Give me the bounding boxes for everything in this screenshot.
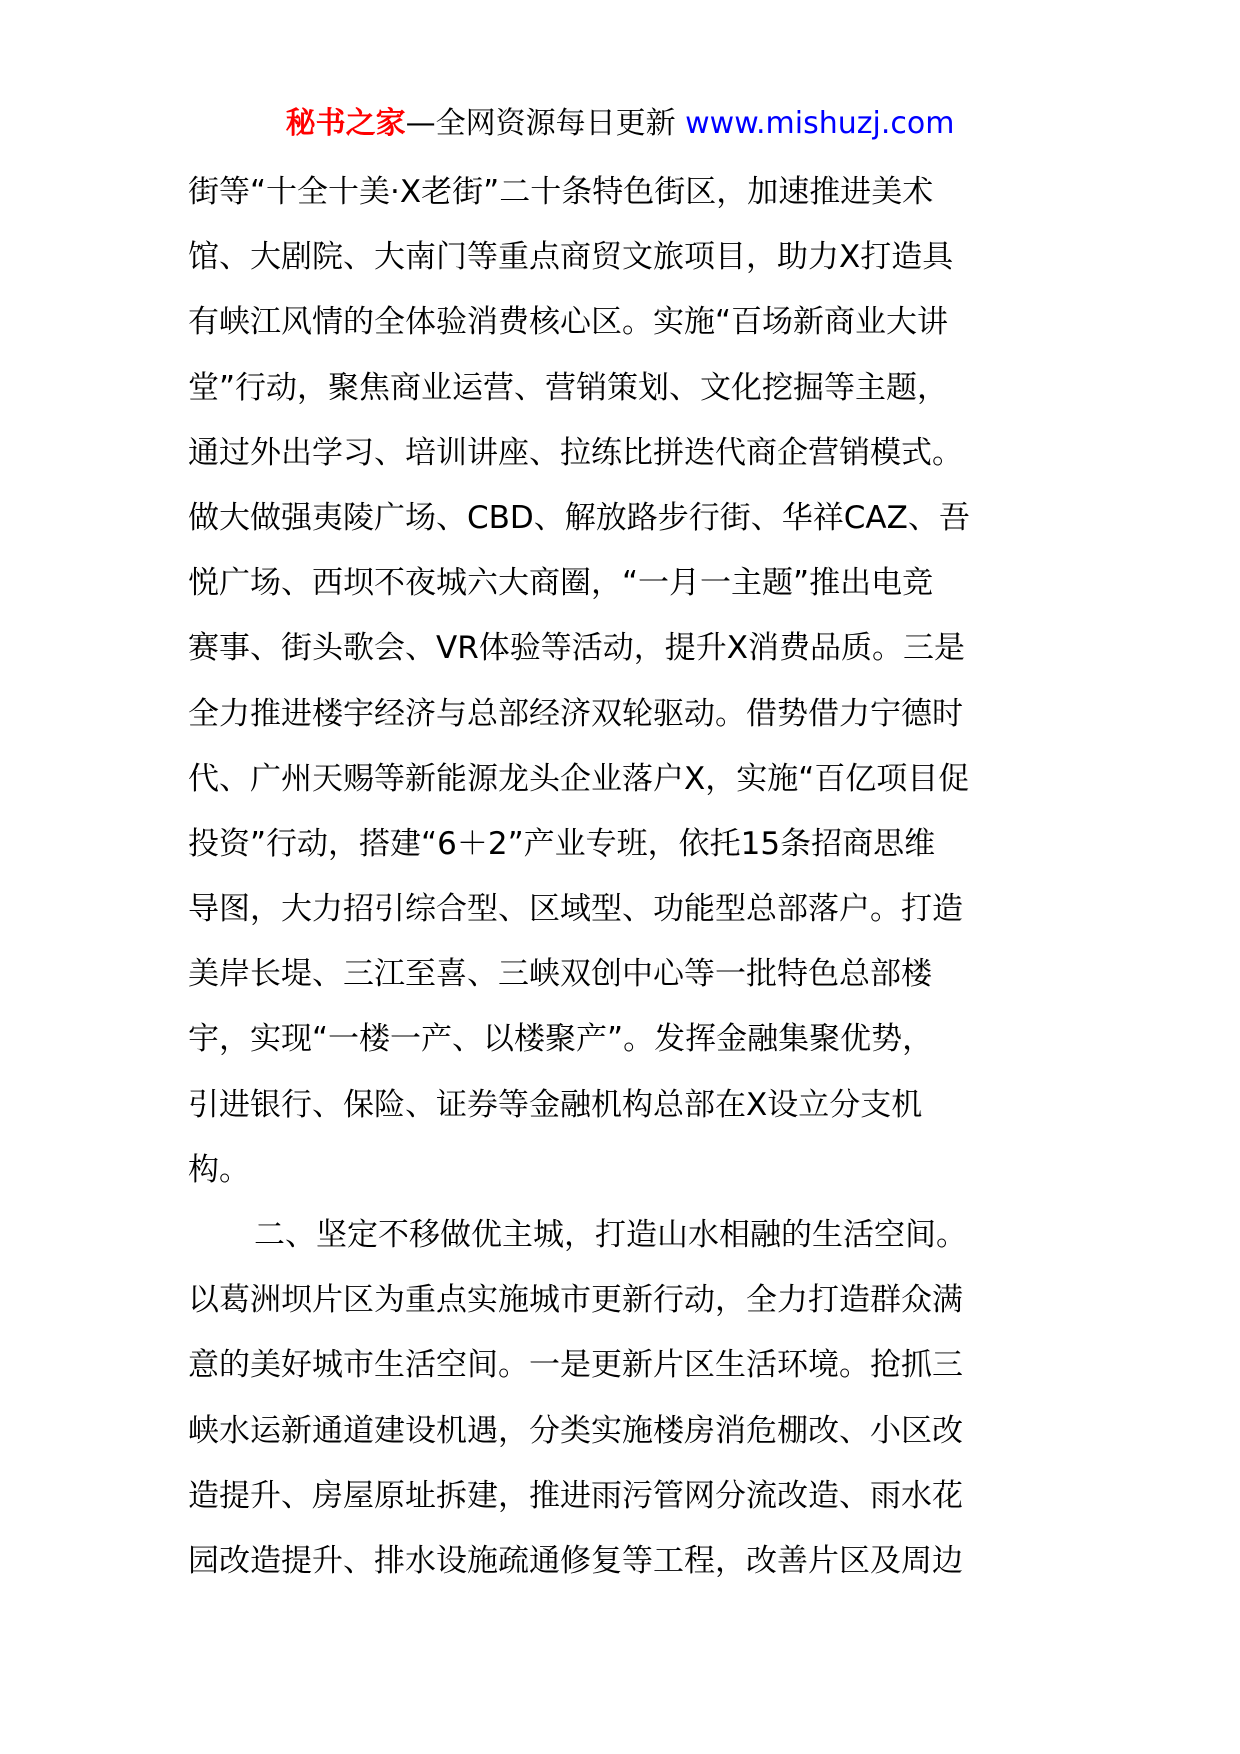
- page-header: [0, 104, 1240, 144]
- body-line: 做大做强夷陵广场、CBD、解放路步行街、华祥CAZ、吾: [188, 499, 970, 536]
- body-line: 馆、大剧院、大南门等重点商贸文旅项目，助力X打造具: [188, 239, 954, 276]
- body-line: 投资”行动，搭建“6＋2”产业专班，依托15条招商思维: [188, 825, 936, 862]
- body-line: 以葛洲坝片区为重点实施城市更新行动，全力打造群众满: [188, 1282, 963, 1319]
- body-line: 代、广州天赐等新能源龙头企业落户X，实施“百亿项目促: [188, 760, 970, 797]
- body-line: 园改造提升、排水设施疏通修复等工程，改善片区及周边: [188, 1542, 963, 1579]
- body-line: 悦广场、西坝不夜城六大商圈，“一月一主题”推出电竞: [188, 565, 934, 602]
- body-line: 通过外出学习、培训讲座、拉练比拼迭代商企营销模式。: [188, 434, 963, 471]
- section-heading-line: 二、坚定不移做优主城，打造山水相融的生活空间。: [254, 1217, 967, 1253]
- body-line: 街等“十全十美·X老街”二十条特色街区，加速推进美术: [188, 174, 934, 210]
- body-line: 全力推进楼宇经济与总部经济双轮驱动。借势借力宁德时: [188, 695, 963, 732]
- body-line: 导图，大力招引综合型、区域型、功能型总部落户。打造: [188, 891, 963, 928]
- body-line: 有峡江风情的全体验消费核心区。实施“百场新商业大讲: [188, 304, 949, 341]
- body-line: 宇，实现“一楼一产、以楼聚产”。发挥金融集聚优势，: [188, 1021, 934, 1058]
- header-tagline: —全网资源每日更新: [405, 106, 676, 141]
- body-line: 意的美好城市生活空间。一是更新片区生活环境。抢抓三: [188, 1347, 963, 1384]
- body-line: 构。: [188, 1151, 250, 1188]
- body-line: 引进银行、保险、证券等金融机构总部在X设立分支机: [188, 1086, 923, 1123]
- body-line: 堂”行动，聚焦商业运营、营销策划、文化挖掘等主题，: [188, 369, 949, 406]
- document-body: [188, 160, 1058, 1594]
- body-line: 美岸长堤、三江至喜、三峡双创中心等一批特色总部楼: [188, 956, 932, 993]
- body-line: 赛事、街头歌会、VR体验等活动，提升X消费品质。三是: [188, 630, 965, 667]
- body-line: 峡水运新通道建设机遇，分类实施楼房消危棚改、小区改: [188, 1412, 963, 1449]
- body-line: 造提升、房屋原址拆建，推进雨污管网分流改造、雨水花: [188, 1477, 963, 1514]
- website-link[interactable]: www.mishuzj.com: [685, 106, 955, 141]
- brand-name: 秘书之家: [285, 106, 406, 141]
